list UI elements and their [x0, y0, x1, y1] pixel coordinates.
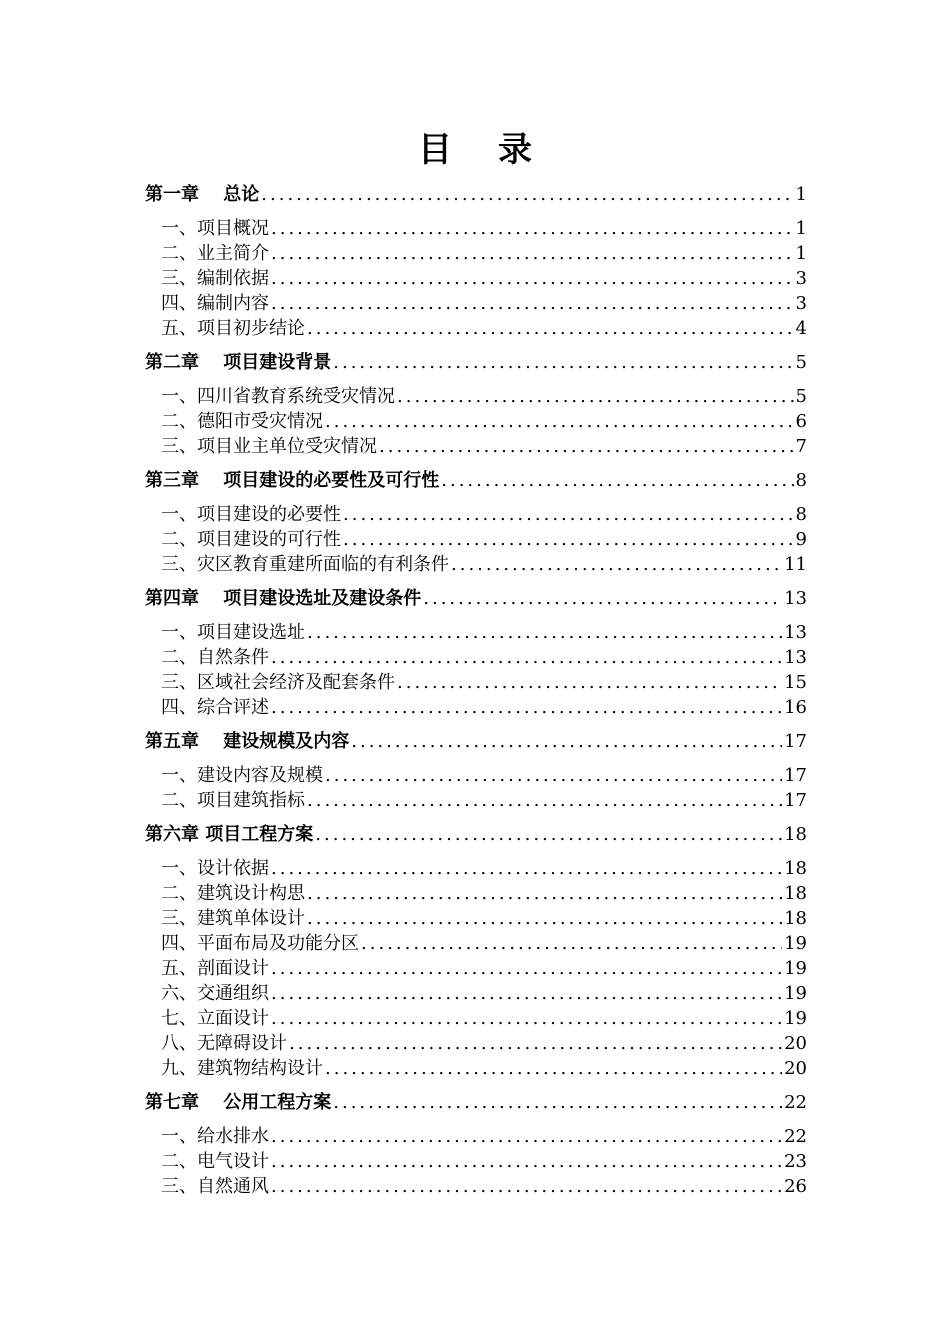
toc-entry-label: 一、项目概况 [161, 218, 269, 239]
toc-leader-dots [325, 409, 794, 434]
toc-page-number: 6 [795, 411, 807, 432]
toc-section-entry[interactable] [145, 856, 807, 881]
toc-leader-dots [397, 670, 782, 695]
toc-page-number: 18 [784, 858, 807, 879]
page-title [0, 128, 950, 172]
toc-page-number: 8 [795, 504, 807, 525]
toc-section-entry[interactable] [145, 527, 807, 552]
toc-leader-dots [361, 931, 782, 956]
toc-chapter-entry[interactable] [145, 822, 807, 847]
toc-leader-dots [333, 350, 793, 375]
toc-page-number: 4 [795, 318, 807, 339]
toc-page-number: 22 [784, 1126, 807, 1147]
toc-page-number: 11 [784, 554, 807, 575]
toc-leader-dots [271, 1006, 782, 1031]
toc-section-entry[interactable] [145, 881, 807, 906]
toc-leader-dots [271, 1124, 782, 1149]
toc-entry-label: 二、项目建设的可行性 [161, 529, 341, 550]
toc-page-number: 3 [795, 268, 807, 289]
toc-page-number: 19 [784, 1008, 807, 1029]
toc-section-entry[interactable] [145, 1124, 807, 1149]
toc-section-entry[interactable] [145, 266, 807, 291]
table-of-contents [145, 182, 807, 1199]
toc-section-entry[interactable] [145, 384, 807, 409]
toc-page-number: 15 [784, 672, 807, 693]
toc-leader-dots [307, 906, 782, 931]
toc-section-entry[interactable] [145, 409, 807, 434]
toc-page-number: 1 [795, 218, 807, 239]
toc-entry-label: 二、业主简介 [161, 243, 269, 264]
toc-page-number: 20 [784, 1058, 807, 1079]
toc-entry-label: 三、编制依据 [161, 268, 269, 289]
toc-section-entry[interactable] [145, 788, 807, 813]
toc-page-number: 5 [795, 386, 807, 407]
toc-leader-dots [271, 956, 782, 981]
toc-section-entry[interactable] [145, 1149, 807, 1174]
toc-page-number: 13 [784, 588, 807, 609]
toc-section-entry[interactable] [145, 981, 807, 1006]
toc-page-number: 18 [784, 824, 807, 845]
toc-entry-label: 五、项目初步结论 [161, 318, 305, 339]
toc-leader-dots [333, 1090, 782, 1115]
toc-section-entry[interactable] [145, 1056, 807, 1081]
toc-leader-dots [271, 856, 782, 881]
toc-section-entry[interactable] [145, 645, 807, 670]
toc-entry-label: 一、建设内容及规模 [161, 765, 323, 786]
toc-leader-dots [307, 788, 782, 813]
toc-chapter-entry[interactable] [145, 586, 807, 611]
toc-entry-label: 第二章 项目建设背景 [145, 352, 332, 373]
toc-section-entry[interactable] [145, 1006, 807, 1031]
toc-entry-label: 四、编制内容 [161, 293, 269, 314]
toc-page-number: 1 [795, 184, 807, 205]
toc-entry-label: 一、给水排水 [161, 1126, 269, 1147]
toc-page-number: 16 [784, 697, 807, 718]
toc-entry-label: 第五章 建设规模及内容 [145, 731, 350, 752]
toc-entry-label: 一、项目建设选址 [161, 622, 305, 643]
toc-section-entry[interactable] [145, 434, 807, 459]
toc-entry-label: 第六章 项目工程方案 [145, 824, 314, 845]
toc-section-entry[interactable] [145, 695, 807, 720]
toc-page-number: 17 [784, 765, 807, 786]
toc-section-entry[interactable] [145, 552, 807, 577]
toc-section-entry[interactable] [145, 670, 807, 695]
toc-section-entry[interactable] [145, 1174, 807, 1199]
toc-entry-label: 二、自然条件 [161, 647, 269, 668]
toc-page-number: 13 [784, 647, 807, 668]
toc-leader-dots [271, 216, 794, 241]
toc-section-entry[interactable] [145, 1031, 807, 1056]
toc-page-number: 3 [795, 293, 807, 314]
toc-leader-dots [307, 316, 794, 341]
toc-leader-dots [271, 241, 794, 266]
toc-leader-dots [307, 620, 782, 645]
toc-entry-label: 三、自然通风 [161, 1176, 269, 1197]
toc-leader-dots [451, 552, 782, 577]
toc-section-entry[interactable] [145, 906, 807, 931]
toc-entry-label: 三、建筑单体设计 [161, 908, 305, 929]
title-char-1: 目 [418, 130, 452, 170]
toc-entry-label: 二、德阳市受灾情况 [161, 411, 323, 432]
toc-leader-dots [271, 645, 782, 670]
toc-entry-label: 八、无障碍设计 [161, 1033, 287, 1054]
toc-section-entry[interactable] [145, 763, 807, 788]
toc-chapter-entry[interactable] [145, 729, 807, 754]
toc-section-entry[interactable] [145, 216, 807, 241]
toc-entry-label: 四、综合评述 [161, 697, 269, 718]
toc-leader-dots [271, 981, 782, 1006]
toc-leader-dots [271, 1174, 782, 1199]
toc-page-number: 22 [784, 1092, 807, 1113]
toc-leader-dots [325, 763, 782, 788]
toc-leader-dots [325, 1056, 782, 1081]
toc-entry-label: 二、建筑设计构思 [161, 883, 305, 904]
toc-leader-dots [351, 729, 782, 754]
toc-chapter-entry[interactable] [145, 350, 807, 375]
toc-leader-dots [441, 468, 793, 493]
title-char-2: 录 [498, 130, 532, 170]
toc-chapter-entry[interactable] [145, 1090, 807, 1115]
toc-entry-label: 六、交通组织 [161, 983, 269, 1004]
toc-entry-label: 第七章 公用工程方案 [145, 1092, 332, 1113]
toc-page-number: 8 [795, 470, 807, 491]
toc-entry-label: 四、平面布局及功能分区 [161, 933, 359, 954]
toc-chapter-entry[interactable] [145, 468, 807, 493]
toc-entry-label: 一、四川省教育系统受灾情况 [161, 386, 395, 407]
toc-page-number: 26 [784, 1176, 807, 1197]
toc-page-number: 19 [784, 933, 807, 954]
toc-leader-dots [343, 527, 794, 552]
toc-leader-dots [423, 586, 782, 611]
toc-chapter-entry[interactable] [145, 182, 807, 207]
toc-entry-label: 七、立面设计 [161, 1008, 269, 1029]
toc-page-number: 20 [784, 1033, 807, 1054]
toc-entry-label: 三、灾区教育重建所面临的有利条件 [161, 554, 449, 575]
toc-entry-label: 九、建筑物结构设计 [161, 1058, 323, 1079]
toc-leader-dots [307, 881, 782, 906]
toc-entry-label: 三、区域社会经济及配套条件 [161, 672, 395, 693]
toc-page-number: 1 [795, 243, 807, 264]
toc-page-number: 23 [784, 1151, 807, 1172]
toc-section-entry[interactable] [145, 241, 807, 266]
toc-section-entry[interactable] [145, 291, 807, 316]
toc-page-number: 7 [795, 436, 807, 457]
toc-leader-dots [289, 1031, 782, 1056]
toc-page-number: 5 [795, 352, 807, 373]
toc-page-number: 9 [795, 529, 807, 550]
toc-entry-label: 三、项目业主单位受灾情况 [161, 436, 377, 457]
toc-leader-dots [379, 434, 794, 459]
toc-leader-dots [261, 182, 793, 207]
toc-section-entry[interactable] [145, 620, 807, 645]
toc-leader-dots [271, 695, 782, 720]
toc-page-number: 18 [784, 908, 807, 929]
toc-section-entry[interactable] [145, 931, 807, 956]
toc-entry-label: 二、项目建筑指标 [161, 790, 305, 811]
toc-page-number: 17 [784, 790, 807, 811]
toc-section-entry[interactable] [145, 502, 807, 527]
toc-entry-label: 第一章 总论 [145, 184, 260, 205]
toc-leader-dots [271, 291, 794, 316]
toc-leader-dots [271, 1149, 782, 1174]
toc-leader-dots [271, 266, 794, 291]
toc-entry-label: 五、剖面设计 [161, 958, 269, 979]
toc-leader-dots [315, 822, 782, 847]
toc-page-number: 19 [784, 983, 807, 1004]
toc-entry-label: 一、项目建设的必要性 [161, 504, 341, 525]
toc-entry-label: 二、电气设计 [161, 1151, 269, 1172]
toc-page-number: 18 [784, 883, 807, 904]
toc-page-number: 13 [784, 622, 807, 643]
toc-leader-dots [397, 384, 794, 409]
toc-leader-dots [343, 502, 794, 527]
toc-section-entry[interactable] [145, 956, 807, 981]
toc-entry-label: 一、设计依据 [161, 858, 269, 879]
toc-section-entry[interactable] [145, 316, 807, 341]
toc-page-number: 19 [784, 958, 807, 979]
toc-entry-label: 第四章 项目建设选址及建设条件 [145, 588, 422, 609]
toc-page-number: 17 [784, 731, 807, 752]
toc-entry-label: 第三章 项目建设的必要性及可行性 [145, 470, 440, 491]
